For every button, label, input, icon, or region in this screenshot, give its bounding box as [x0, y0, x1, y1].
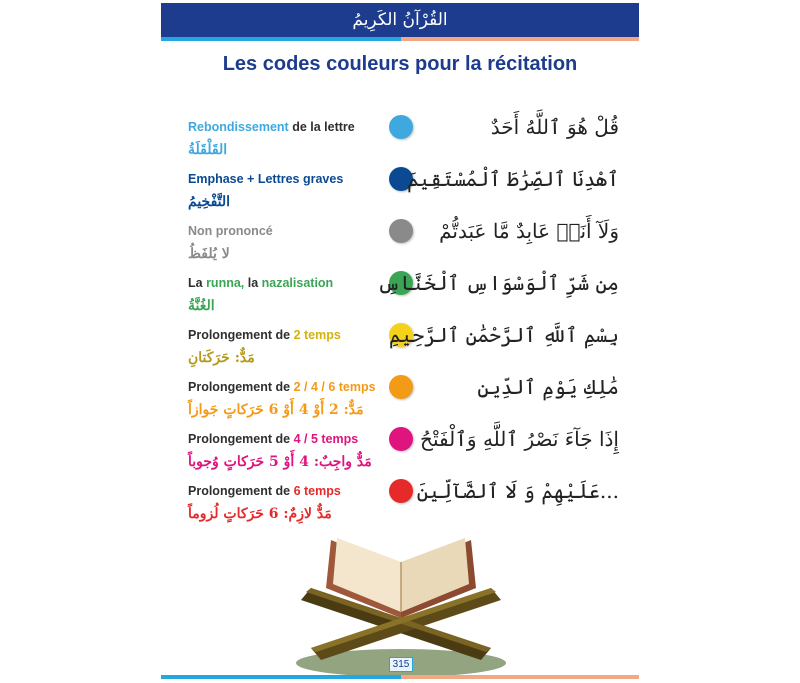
legend-label: Non prononcé	[188, 224, 273, 238]
color-dot-red	[389, 479, 413, 503]
color-legend	[188, 118, 398, 534]
legend-arabic: مَدٌّ: حَرَكَتانِ	[188, 350, 255, 366]
legend-label	[188, 118, 398, 136]
label-text: Prolongement de	[188, 484, 294, 498]
quran-stand-illustration	[291, 528, 511, 678]
label-text: Prolongement de	[188, 432, 294, 446]
color-dot-magenta	[389, 427, 413, 451]
legend-label: Emphase + Lettres graves	[188, 172, 344, 186]
legend-arabic: التَّفْخِيمُ	[188, 194, 231, 210]
legend-arabic: مَدٌّ واجِبٌ: 4 أَوْ 5 حَرَكاتٍ وُجوباً	[188, 454, 372, 470]
page-number: 315	[389, 657, 413, 672]
verse-example-madd-2: بِسْمِ ٱللَّهِ ٱلرَّحْمَٰنِ ٱلرَّحِيمِ	[388, 323, 619, 347]
header-stripe-blue	[161, 37, 401, 41]
legend-entry-madd-2	[188, 326, 398, 378]
legend-entry-non-prononce	[188, 222, 398, 274]
legend-label	[188, 378, 398, 396]
legend-entry-ghunna	[188, 274, 398, 326]
label-highlight: 2 / 4 / 6 temps	[293, 380, 376, 394]
legend-label	[188, 430, 398, 448]
legend-entry-madd-2-4-6	[188, 378, 398, 430]
label-highlight: 4 / 5 temps	[293, 432, 359, 446]
label-text: La	[188, 276, 207, 290]
color-dot-gray	[389, 219, 413, 243]
verse-example-silent: وَلَآ أَنَا۠ عَابِدٌ مَّا عَبَدتُّمْ	[439, 219, 619, 243]
legend-arabic: القَلْقَلَةُ	[188, 142, 228, 158]
footer-stripe-peach	[401, 675, 639, 679]
verse-example-ghunna: مِن شَرِّ ٱلْوَسْوَاسِ ٱلْخَنَّاسِ	[377, 271, 619, 295]
label-text: Prolongement de	[188, 380, 294, 394]
label-highlight: 6 temps	[293, 484, 341, 498]
verse-example-madd-2-4-6: مَٰلِكِ يَوْمِ ٱلدِّينِ	[477, 375, 619, 399]
legend-label	[188, 274, 398, 292]
page-title: Les codes couleurs pour la récitation	[222, 53, 578, 75]
label-highlight: 2 temps	[293, 328, 341, 342]
label-highlight: runna,	[206, 276, 245, 290]
legend-entry-madd-4-5	[188, 430, 398, 482]
label-text: la	[244, 276, 262, 290]
label-highlight: Rebondissement	[188, 120, 289, 134]
label-highlight: nazalisation	[261, 276, 334, 290]
label-text: Prolongement de	[188, 328, 294, 342]
header-title: القُرْآنُ الكَرِيمُ	[352, 10, 448, 30]
legend-entry-tafkhim	[188, 170, 398, 222]
color-dot-orange	[389, 375, 413, 399]
page-header	[161, 3, 639, 37]
legend-arabic: الغُنَّةُ	[188, 298, 215, 314]
legend-arabic: لا يُلفَظُ	[188, 246, 230, 262]
color-dot-light-blue	[389, 115, 413, 139]
footer-stripe-blue	[161, 675, 401, 679]
legend-label	[188, 326, 398, 344]
legend-arabic: مَدٌّ: 2 أَوْ 4 أَوْ 6 حَرَكاتٍ جَوازاً	[188, 402, 364, 418]
legend-entry-qalqala	[188, 118, 398, 170]
verse-example-madd-6: ...عَلَيْهِمْ وَ لَا ٱلضَّآلِّينَ	[416, 479, 619, 503]
book-page	[161, 0, 639, 683]
verse-example-tafkhim: ٱهْدِنَا ٱلصِّرَٰطَ ٱلْمُسْتَقِيمَ	[407, 167, 619, 191]
verse-example-qalqala: قُلْ هُوَ ٱللَّهُ أَحَدٌ	[490, 115, 619, 139]
legend-arabic: مَدٌّ لازِمٌ: 6 حَرَكاتٍ لُزوماً	[188, 506, 332, 522]
legend-entry-madd-6	[188, 482, 398, 534]
label-text: de la lettre	[288, 120, 355, 134]
header-stripe-peach	[401, 37, 639, 41]
legend-label	[188, 482, 398, 500]
verse-example-madd-4-5: إِذَا جَآءَ نَصْرُ ٱللَّهِ وَٱلْفَتْحُ	[420, 427, 619, 451]
